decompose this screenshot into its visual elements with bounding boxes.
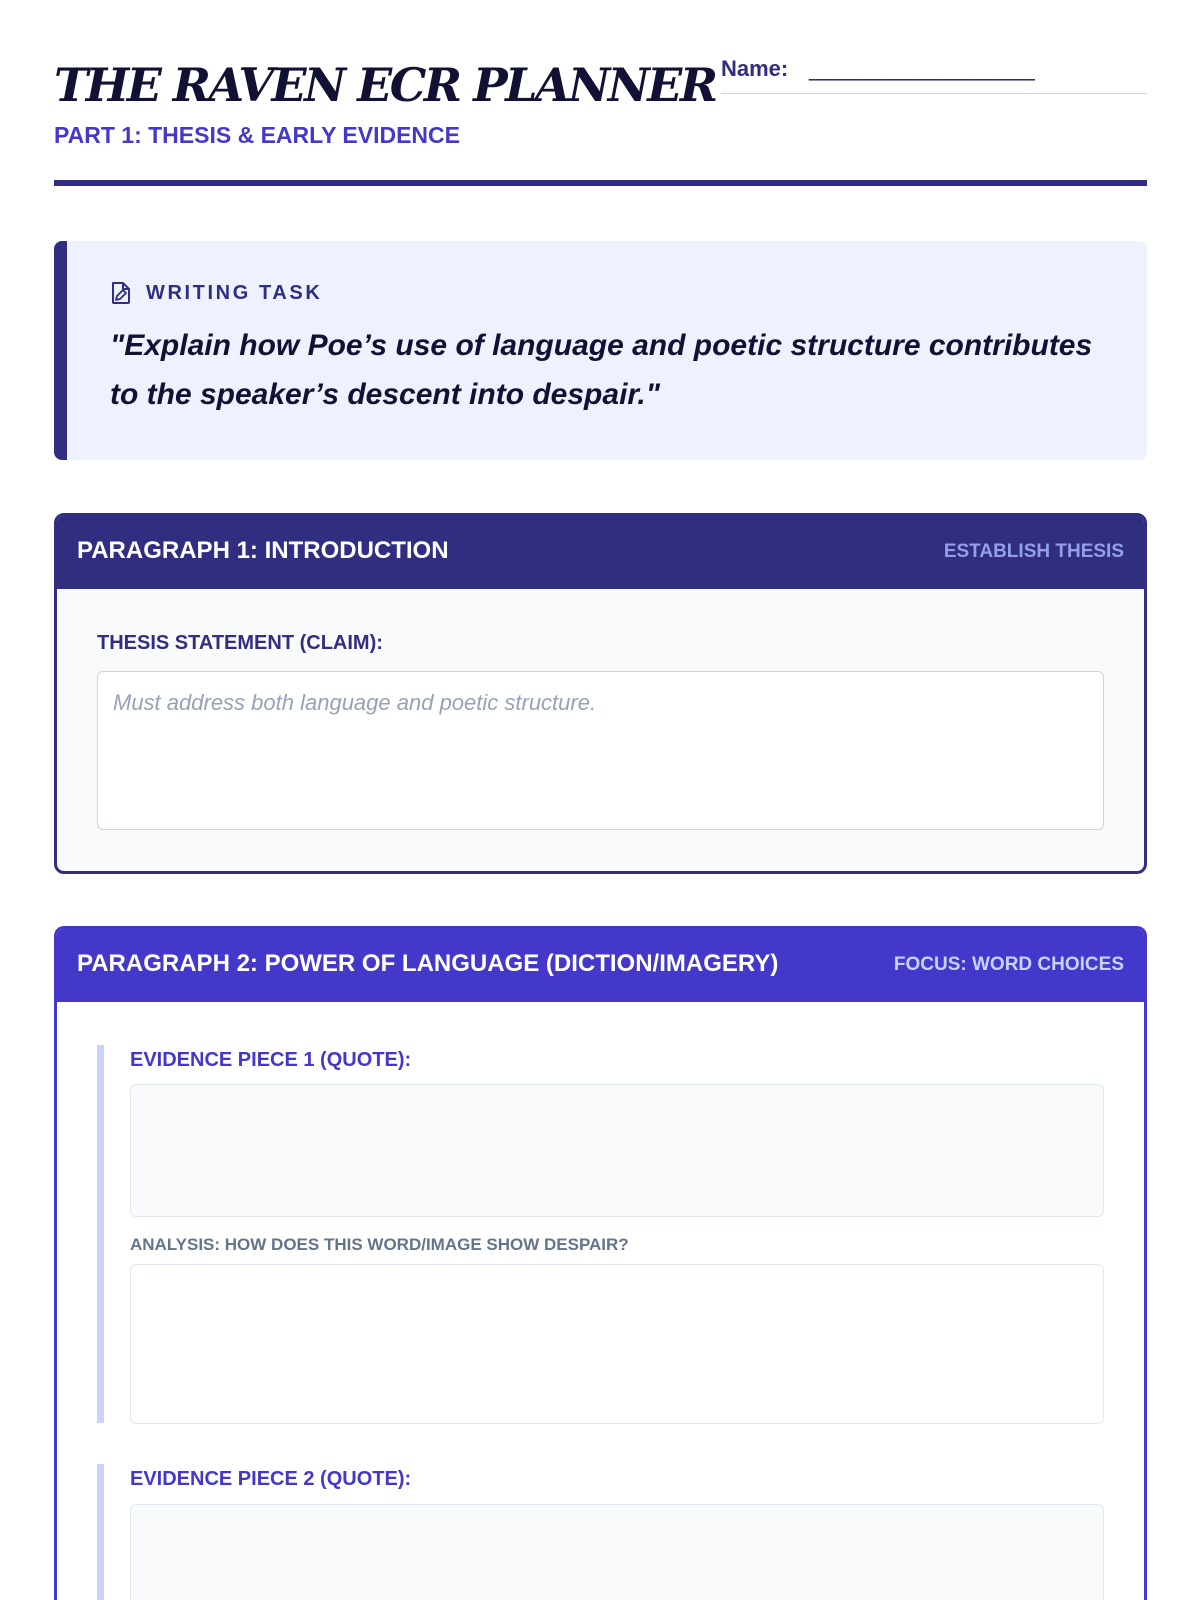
paragraph-1-title: PARAGRAPH 1: INTRODUCTION <box>77 537 449 564</box>
page-subtitle: PART 1: THESIS & EARLY EVIDENCE <box>54 122 460 148</box>
writing-task-accent-bar <box>54 241 67 460</box>
page-header <box>54 50 1147 186</box>
writing-task-header <box>110 281 322 305</box>
writing-task-prompt: "Explain how Poe’s use of language and poetic structure contributes to the speaker’s descent into despair." <box>110 329 1093 411</box>
name-blank-line[interactable]: ____________________ <box>809 56 1034 81</box>
paragraph-1-card <box>54 513 1147 874</box>
paragraph-2-title: PARAGRAPH 2: POWER OF LANGUAGE (DICTION/IMAGERY) <box>77 950 779 977</box>
writing-task-label: WRITING TASK <box>146 281 323 304</box>
thesis-placeholder: Must address both language and poetic structure. <box>113 690 597 715</box>
paragraph-2-card <box>54 926 1147 1600</box>
paragraph-1-tag: ESTABLISH THESIS <box>943 541 1124 562</box>
name-field[interactable] <box>721 56 1147 94</box>
page-title: THE RAVEN ECR PLANNER <box>54 58 716 112</box>
analysis-1-input[interactable] <box>130 1264 1104 1424</box>
thesis-label: THESIS STATEMENT (CLAIM): <box>97 632 383 654</box>
thesis-input[interactable] <box>97 671 1104 830</box>
document-edit-icon <box>110 281 132 305</box>
paragraph-1-header <box>54 513 1147 589</box>
evidence-2-accent-bar <box>97 1464 104 1600</box>
writing-task-box <box>54 241 1147 460</box>
evidence-2-input[interactable] <box>130 1504 1104 1600</box>
name-label: Name: <box>721 56 789 81</box>
paragraph-2-header <box>54 926 1147 1002</box>
evidence-1-label: EVIDENCE PIECE 1 (QUOTE): <box>130 1049 412 1071</box>
evidence-1-input[interactable] <box>130 1084 1104 1217</box>
analysis-1-label: ANALYSIS: HOW DOES THIS WORD/IMAGE SHOW DESPAIR? <box>130 1235 629 1254</box>
header-divider <box>54 180 1147 186</box>
evidence-1-accent-bar <box>97 1045 104 1423</box>
paragraph-2-tag: FOCUS: WORD CHOICES <box>893 954 1124 975</box>
evidence-2-label: EVIDENCE PIECE 2 (QUOTE): <box>130 1468 412 1490</box>
